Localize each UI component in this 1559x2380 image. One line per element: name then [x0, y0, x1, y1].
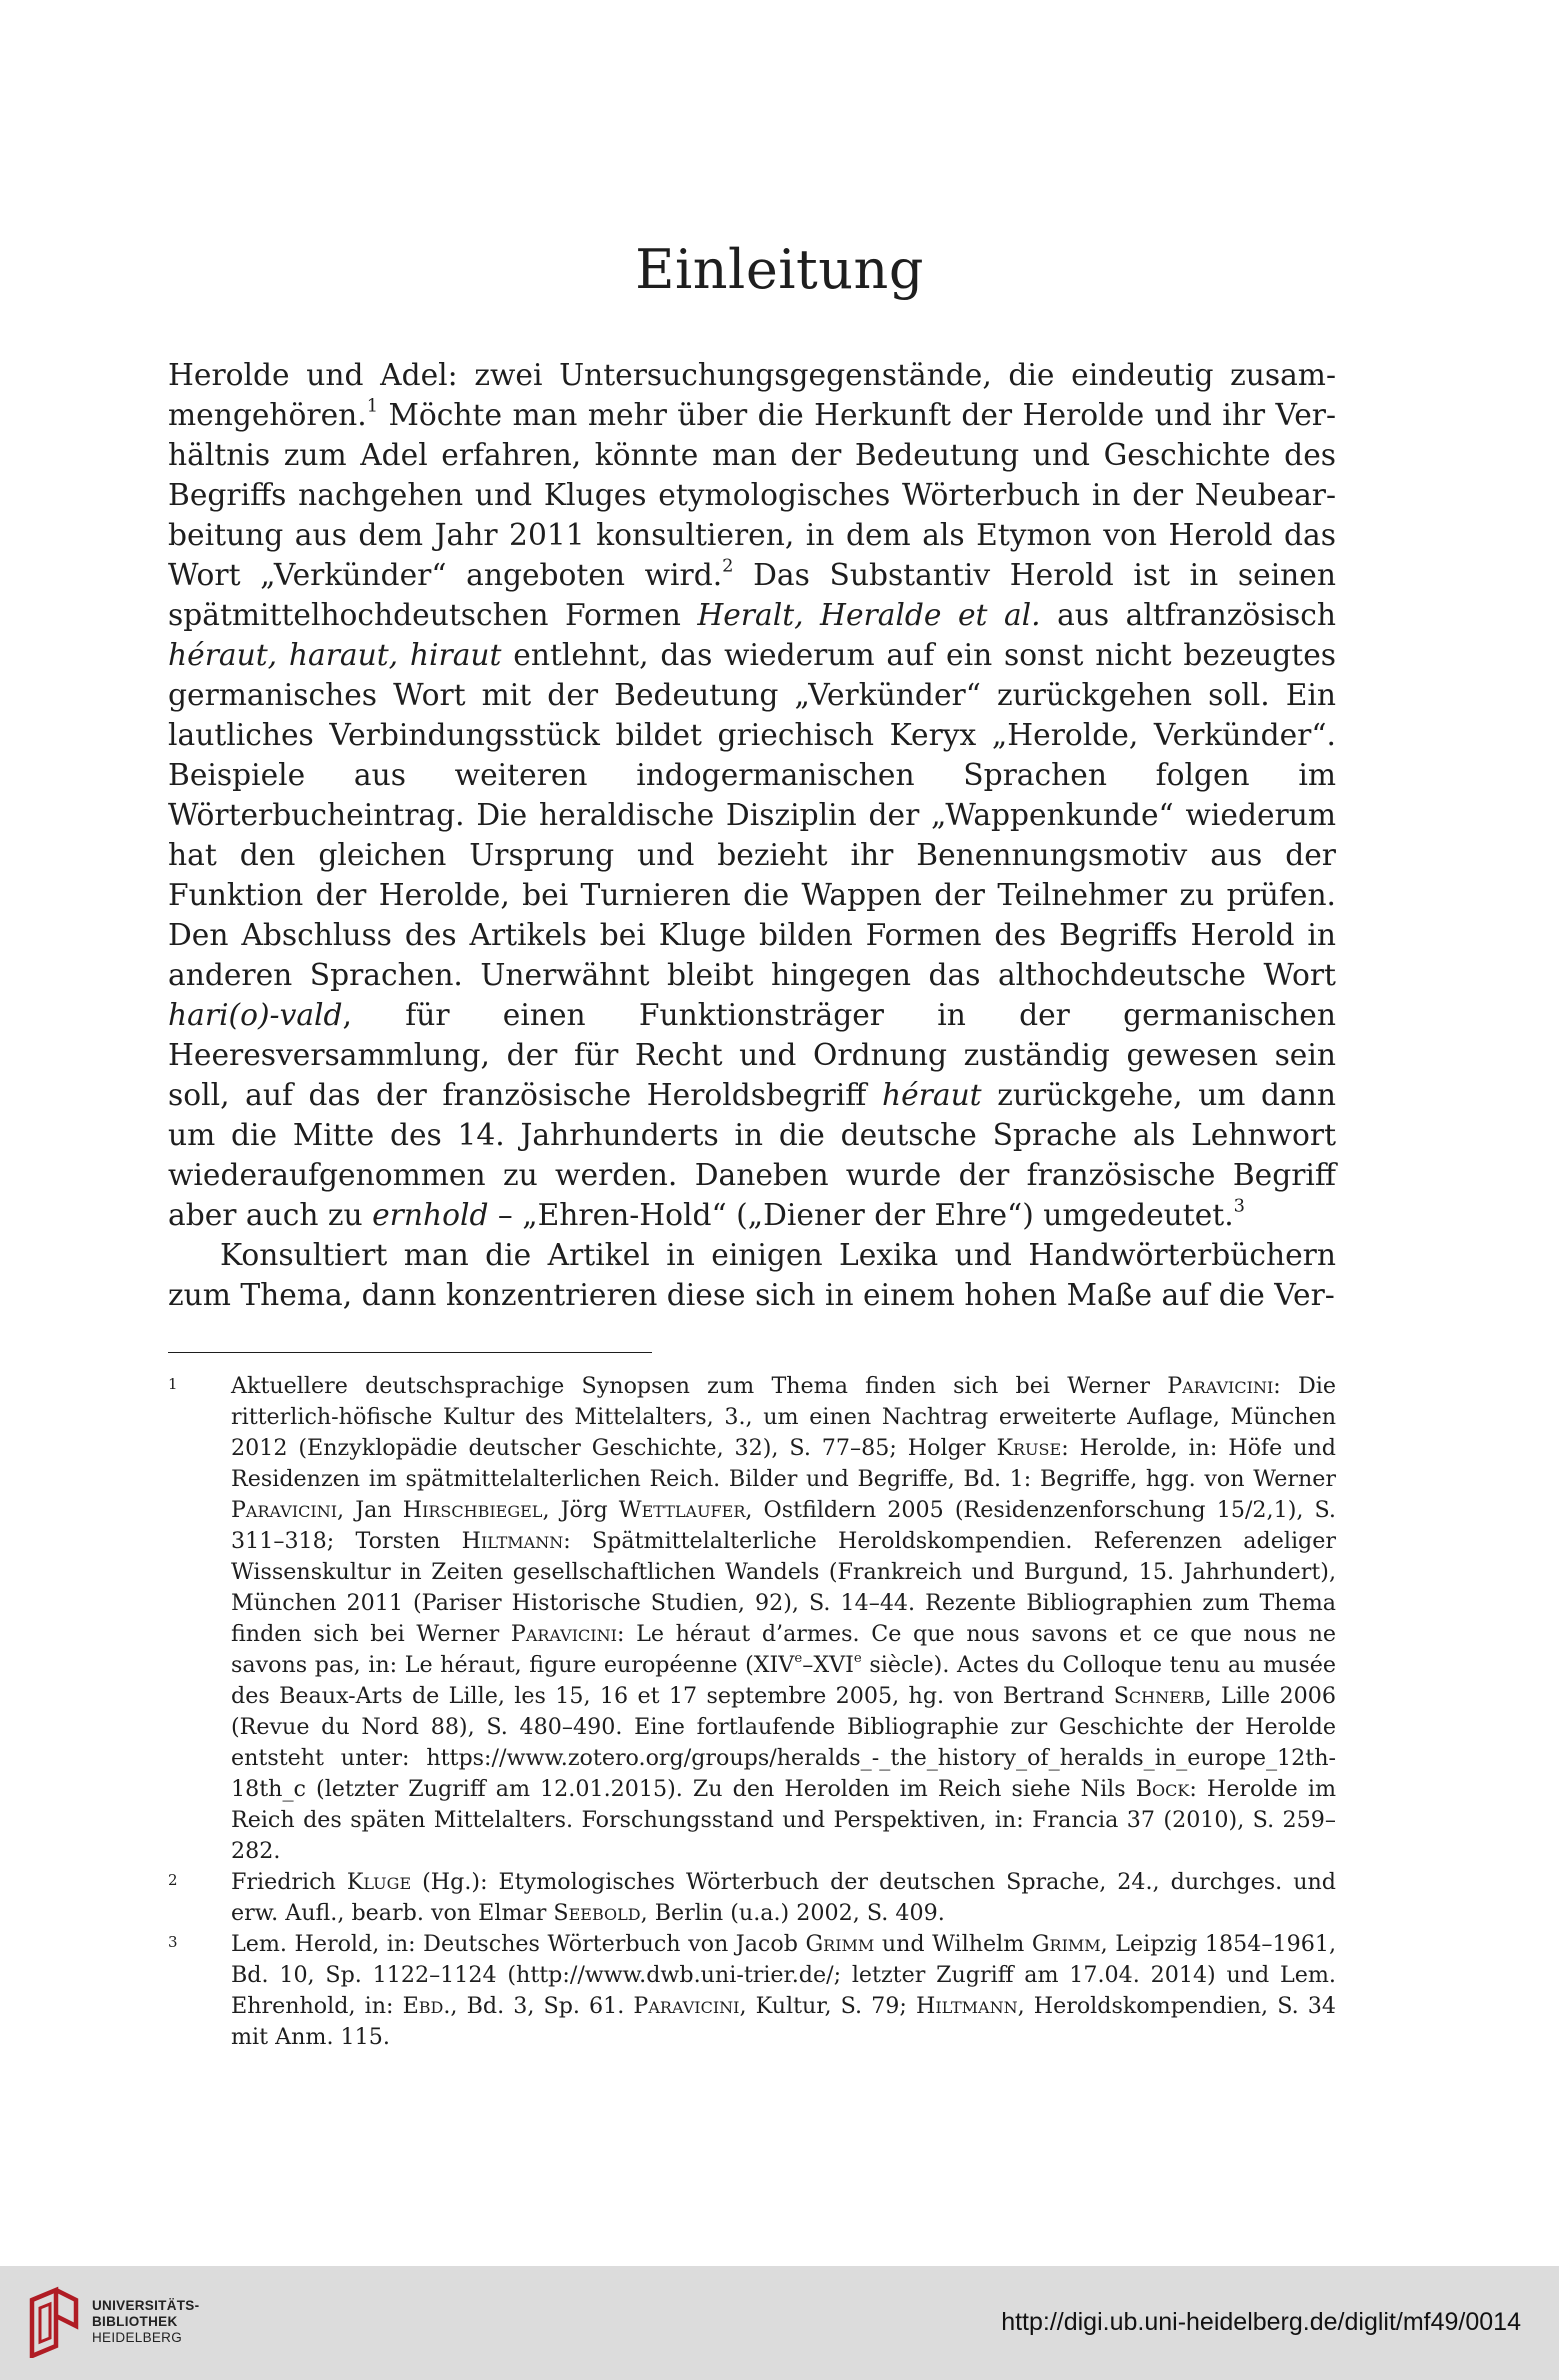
footnote [168, 1929, 1336, 2053]
footnote [168, 1867, 1336, 1929]
footnote-number: 3 [168, 1933, 178, 1951]
author-name: Hiltmann [915, 1993, 1018, 2019]
author-name: Paravicini [231, 1497, 338, 1523]
text-run: : Le héraut d’armes. Ce que nous savons et ce que nous ne savons pas, in: Le héraut, figure européenne (XIV [231, 1621, 1336, 1678]
text-run: , Heroldskompendien, S. 34 mit Anm. 115. [231, 1993, 1336, 2050]
author-name: Grimm [805, 1931, 875, 1957]
text-run: : Die ritterlich-höfische Kultur des Mittelalters, 3., um einen Nachtrag erweiterte Auflage, München 2012 (Enzyklopädie deutscher Geschichte, 32), S. 77–85; Holger [231, 1373, 1336, 1461]
text-run: aus altfranzösisch [1040, 598, 1336, 633]
italic-term: Heralt, Heralde et al. [697, 598, 1041, 633]
superscript: e [794, 1651, 803, 1667]
author-name: Kluge [346, 1869, 412, 1895]
footnote-separator [168, 1352, 652, 1353]
text-run: Möchte man mehr über die Herkunft der Herolde und ihr Verhältnis zum Adel erfahren, könnte man der Bedeutung und Geschichte des Begriffs nachgehen und Kluges etymologisches Wörterbuch in der Neubearbeitung aus dem Jahr 2011 konsultieren, in dem als Etymon von Herold das Wort „Verkünder“ angeboten wird. [168, 398, 1336, 593]
library-logo[interactable] [26, 2286, 199, 2358]
text-run: , Ostfildern 2005 (Residenzenforschung 15/2,1), S. 311–318; Torsten [231, 1497, 1336, 1554]
text-run: , Berlin (u.a.) 2002, S. 409. [640, 1900, 945, 1926]
author-name: Wettlaufer [618, 1497, 746, 1523]
author-name: Schnerb [1113, 1683, 1205, 1709]
text-run: (Hg.): Etymologisches Wörterbuch der deutschen Sprache, 24., durchges. und erw. Aufl., bearb. von Elmar [231, 1869, 1336, 1926]
text-run: und Wilhelm [874, 1931, 1032, 1957]
body-text [168, 356, 1336, 1316]
library-logo-icon [26, 2286, 82, 2358]
text-run: , Leipzig 1854–1961, Bd. 10, Sp. 1122–1124 (http://www.dwb.uni-trier.de/; letzter Zugriff am 17.04. 2014) und Lem. Ehrenhold, in: [231, 1931, 1336, 2019]
superscript: 1 [366, 395, 379, 417]
superscript: e [853, 1651, 862, 1667]
text-run: Lem. Herold, in: Deutsches Wörterbuch von Jacob [231, 1931, 806, 1957]
text-run: , Jan [337, 1497, 403, 1523]
footnote-number: 1 [168, 1375, 178, 1393]
author-name: Paravicini [510, 1621, 617, 1647]
author-name: Kruse [996, 1435, 1062, 1461]
author-name: Bock [1135, 1776, 1190, 1802]
text-run: , Lille 2006 (Revue du Nord 88), S. 480–490. Eine fortlaufende Bibliographie zur Geschichte der Herolde entsteht unter: https://www.zotero.org/groups/heralds_-_the_history_of_heralds_in_europe_12th-18th_c (letzter Zugriff am 12.01.2015). Zu den Herolden im Reich siehe Nils [231, 1683, 1336, 1802]
text-run: Herolde und Adel: zwei Untersuchungsgegenstände, die eindeutig zusammengehören. [168, 358, 1336, 433]
text-run: , Kultur, S. 79; [739, 1993, 916, 2019]
text-run: : Spätmittelalterliche Heroldskompendien. Referenzen adeliger Wissenskultur in Zeiten gesellschaftlichen Wandels (Frankreich und Burgund, 15. Jahrhundert), München 2011 (Pariser Historische Studien, 92), S. 14–44. Rezente Bibliographien zum Thema finden sich bei Werner [231, 1528, 1336, 1647]
italic-term: héraut [881, 1078, 982, 1113]
text-run: , Jörg [542, 1497, 619, 1523]
text-run: Friedrich [231, 1869, 347, 1895]
viewer-footer [0, 2266, 1559, 2380]
text-run: Aktuellere deutschsprachige Synopsen zum Thema finden sich bei Werner [231, 1373, 1168, 1399]
superscript: 3 [1233, 1195, 1246, 1217]
footnote-text [231, 1371, 1336, 1867]
footnote-text [231, 1867, 1336, 1929]
paragraph [168, 356, 1336, 1236]
footnote-text [231, 1929, 1336, 2053]
footnote-number: 2 [168, 1871, 178, 1889]
text-run: –XVI [802, 1652, 854, 1678]
text-run: Konsultiert man die Artikel in einigen Lexika und Handwörterbüchern zum Thema, dann konzentrieren diese sich in einem hohen Maße auf die Ver- [168, 1238, 1336, 1313]
italic-term: héraut, haraut, hiraut [168, 638, 502, 673]
text-run: Das Substantiv Herold ist in seinen spätmittelhochdeutschen Formen [168, 558, 1336, 633]
author-name: Hirschbiegel [402, 1497, 543, 1523]
text-run: entlehnt, das wiederum auf ein sonst nicht bezeugtes germanisches Wort mit der Bedeutung „Verkünder“ zurückgehen soll. Ein lautliches Verbindungsstück bildet griechisch Keryx „Herolde, Verkünder“. Beispiele aus weiteren indogermanischen Sprachen folgen im Wörterbucheintrag. Die heraldische Disziplin der „Wappenkunde“ wiederum hat den gleichen Ursprung und bezieht ihr Benennungsmotiv aus der Funktion der Herolde, bei Turnieren die Wappen der Teilnehmer zu prüfen. Den Abschluss des Artikels bei Kluge bilden Formen des Begriffs Herold in anderen Sprachen. Unerwähnt bleibt hingegen das althochdeutsche Wort [168, 638, 1336, 993]
text-run: zurückgehe, um dann um die Mitte des 14. Jahrhunderts in die deutsche Sprache als Lehnwort wiederaufgenommen zu werden. Daneben wurde der französische Begriff aber auch zu [168, 1078, 1336, 1233]
logo-line: UNIVERSITÄTS- [92, 2298, 200, 2313]
chapter-title: Einleitung [635, 238, 924, 301]
author-name: Hiltmann [461, 1528, 564, 1554]
author-name: Ebd. [402, 1993, 451, 2019]
text-run: : Herolde im Reich des späten Mittelalters. Forschungsstand und Perspektiven, in: Francia 37 (2010), S. 259–282. [231, 1776, 1337, 1864]
library-logo-text [92, 2298, 199, 2346]
author-name: Paravicini [633, 1993, 740, 2019]
text-run: , für einen Funktionsträger in der germanischen Heeresversammlung, der für Recht und Ordnung zuständig gewesen sein soll, auf das der französische Heroldsbegriff [168, 998, 1336, 1113]
author-name: Paravicini [1167, 1373, 1274, 1399]
paragraph [168, 1236, 1336, 1316]
superscript: 2 [722, 555, 734, 577]
author-name: Grimm [1031, 1931, 1101, 1957]
author-name: Seebold [553, 1900, 641, 1926]
footnotes [168, 1371, 1336, 2053]
logo-line: BIBLIOTHEK [92, 2314, 178, 2329]
text-run: , Bd. 3, Sp. 61. [450, 1993, 634, 2019]
italic-term: ernhold [372, 1198, 489, 1233]
italic-term: hari(o)-vald [168, 998, 343, 1033]
footnote [168, 1371, 1336, 1867]
logo-line: HEIDELBERG [92, 2330, 183, 2345]
text-run: – „Ehren-Hold“ („Diener der Ehre“) umgedeutet. [488, 1198, 1234, 1233]
text-run: : Herolde, in: Höfe und Residenzen im spätmittelalterlichen Reich. Bilder und Begriffe, Bd. 1: Begriffe, hgg. von Werner [231, 1435, 1336, 1492]
page-url[interactable]: http://digi.ub.uni-heidelberg.de/diglit/mf49/0014 [1001, 2308, 1521, 2336]
text-run: siècle). Actes du Colloque tenu au musée des Beaux-Arts de Lille, les 15, 16 et 17 septembre 2005, hg. von Bertrand [231, 1652, 1336, 1709]
